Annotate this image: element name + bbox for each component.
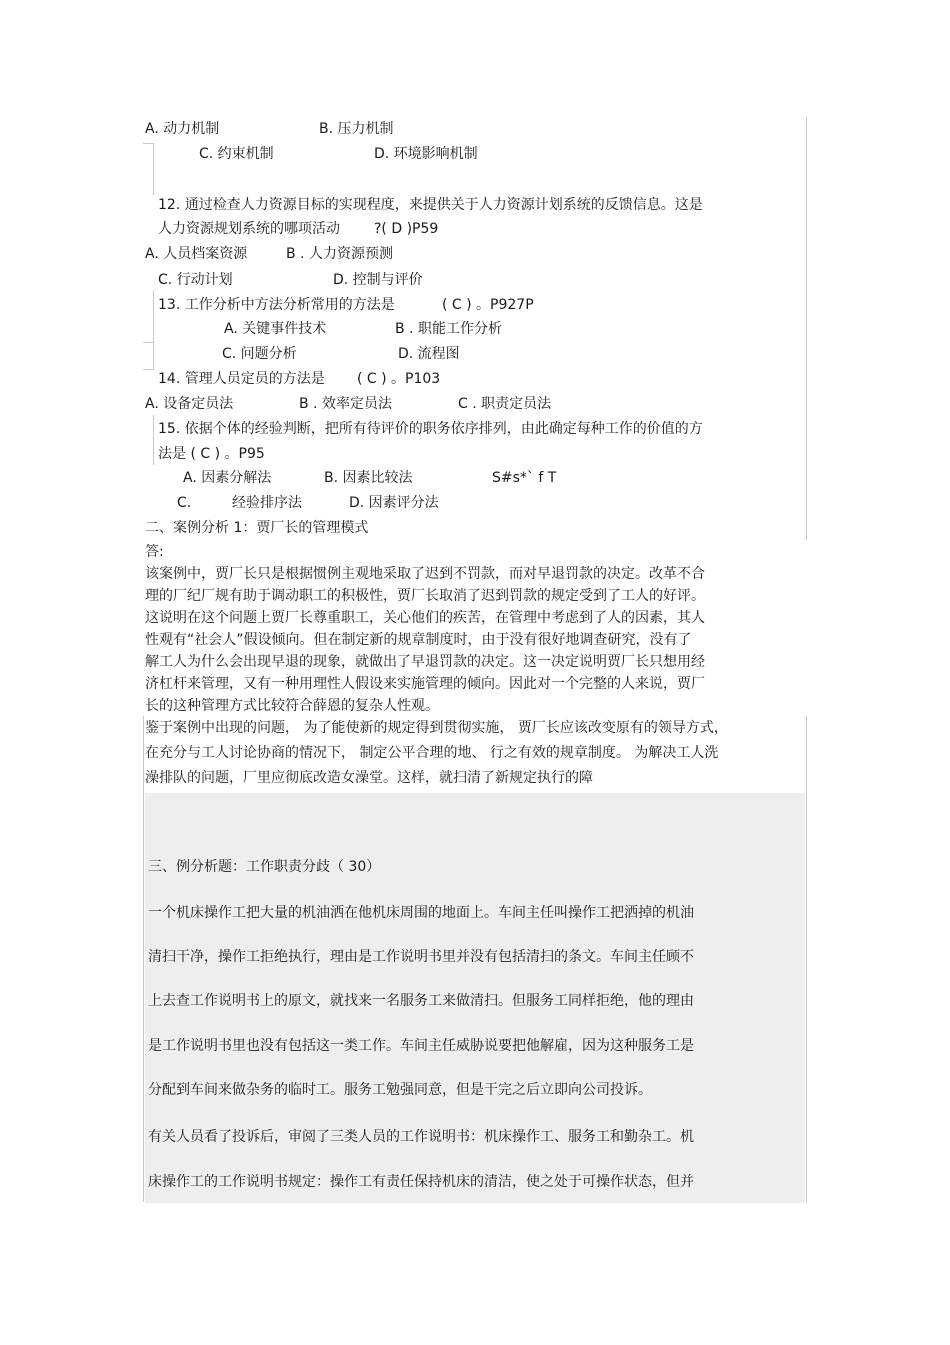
q12-option-b: B . 人力资源预测 bbox=[286, 246, 393, 262]
q13-answer: ( C ) 。P927P bbox=[442, 297, 534, 313]
case2-line4: 是工作说明书里也没有包括这一类工作。车间主任威胁说要把他解雇，因为这种服务工是 bbox=[148, 1038, 694, 1054]
q11-option-b: B. 压力机制 bbox=[319, 121, 394, 137]
case1-heading: 二、案例分析 1：贾厂长的管理模式 bbox=[145, 520, 369, 536]
case1-para2-line1: 鉴于案例中出现的问题， 为了能使新的规定得到贯彻实施， 贾厂长应该改变原有的领导方式， bbox=[145, 720, 728, 736]
case2-heading: 三、例分析题：工作职责分歧（ 30） bbox=[148, 859, 381, 875]
case1-para1-line4: 性观有“社会人”假设倾向。但在制定新的规章制度时，由于没有很好地调查研究，没有了 bbox=[145, 632, 692, 648]
q12-option-d: D. 控制与评价 bbox=[333, 272, 423, 288]
q13-option-b: B . 职能工作分析 bbox=[395, 321, 502, 337]
case2-line7: 床操作工的工作说明书规定：操作工有责任保持机床的清洁，使之处于可操作状态，但并 bbox=[148, 1174, 694, 1190]
left-border-line-3 bbox=[153, 342, 154, 369]
case1-para1-line7: 长的这种管理方式比较符合薛恩的复杂人性观。 bbox=[145, 698, 439, 714]
q12-option-a: A. 人员档案资源 bbox=[145, 246, 248, 262]
q15-option-b: B. 因素比较法 bbox=[324, 470, 413, 486]
q12-stem-line2: 人力资源规划系统的哪项活动 bbox=[158, 221, 340, 237]
q15-stem-line2: 法是 ( C ) 。P95 bbox=[158, 446, 265, 462]
left-border-line-5 bbox=[143, 716, 144, 1202]
q12-answer: ?( D )P59 bbox=[374, 221, 439, 237]
case1-para1-line6: 济杠杆来管理，又有一种用理性人假设来实施管理的倾向。因此对一个完整的人来说，贾厂 bbox=[145, 676, 705, 692]
q11-option-a: A. 动力机制 bbox=[145, 121, 220, 137]
case2-line3: 上去查工作说明书上的原文，就找来一名服务工来做清扫。但服务工同样拒绝，他的理由 bbox=[148, 993, 694, 1009]
case1-para2-line3: 澡排队的问题，厂里应彻底改造女澡堂。这样，就扫清了新规定执行的障 bbox=[145, 770, 593, 786]
right-border-line bbox=[806, 118, 807, 540]
q15-stem-line1: 15. 依据个体的经验判断，把所有待评价的职务依序排列，由此确定每种工作的价值的方 bbox=[158, 421, 703, 437]
case2-line2: 清扫干净，操作工拒绝执行，理由是工作说明书里并没有包括清扫的条文。车间主任顾不 bbox=[148, 949, 694, 965]
q15-option-d: D. 因素评分法 bbox=[349, 495, 439, 511]
q14-stem: 14. 管理人员定员的方法是 bbox=[158, 371, 325, 387]
right-border-line-lower bbox=[806, 716, 807, 1202]
left-tick-line-3 bbox=[143, 369, 154, 370]
q13-option-d: D. 流程图 bbox=[398, 346, 460, 362]
q15-option-a: A. 因素分解法 bbox=[183, 470, 272, 486]
case1-para2-line2: 在充分与工人讨论协商的情况下， 制定公平合理的地、 行之有效的规章制度。 为解决工人洗 bbox=[145, 745, 719, 761]
case2-line6: 有关人员看了投诉后，审阅了三类人员的工作说明书：机床操作工、服务工和勤杂工。机 bbox=[148, 1129, 694, 1145]
q12-stem-line1: 12. 通过检查人力资源目标的实现程度，来提供关于人力资源计划系统的反馈信息。这是 bbox=[158, 197, 703, 213]
q13-option-a: A. 关键事件技术 bbox=[224, 321, 327, 337]
case1-para1-line2: 理的厂纪厂规有助于调动职工的积极性，贾厂长取消了迟到罚款的规定受到了工人的好评。 bbox=[145, 588, 705, 604]
case1-para1-line1: 该案例中，贾厂长只是根据惯例主观地采取了迟到不罚款，而对早退罚款的决定。改革不合 bbox=[145, 566, 705, 582]
q14-option-c: C . 职责定员法 bbox=[458, 396, 552, 412]
q12-option-c: C. 行动计划 bbox=[158, 272, 233, 288]
q13-stem: 13. 工作分析中方法分析常用的方法是 bbox=[158, 297, 395, 313]
case2-line5: 分配到车间来做杂务的临时工。服务工勉强同意，但是干完之后立即向公司投诉。 bbox=[148, 1082, 652, 1098]
left-tick-line-2 bbox=[143, 342, 154, 343]
left-tick-line bbox=[143, 143, 154, 144]
q11-option-d: D. 环境影响机制 bbox=[374, 146, 478, 162]
left-border-line bbox=[153, 143, 154, 195]
q15-noise-text: S#s*` f T bbox=[492, 470, 557, 486]
q15-option-c: C. bbox=[177, 495, 192, 511]
q14-answer: ( C ) 。P103 bbox=[357, 371, 441, 387]
case2-line1: 一个机床操作工把大量的机油洒在他机床周围的地面上。车间主任叫操作工把洒掉的机油 bbox=[148, 905, 694, 921]
q11-option-c: C. 约束机制 bbox=[199, 146, 274, 162]
q14-option-b: B . 效率定员法 bbox=[299, 396, 392, 412]
q14-option-a: A. 设备定员法 bbox=[145, 396, 234, 412]
left-border-line-2 bbox=[153, 290, 154, 342]
q13-option-c: C. 问题分析 bbox=[222, 346, 297, 362]
q15-option-c-text: 经验排序法 bbox=[232, 495, 302, 511]
case1-answer-label: 答: bbox=[145, 544, 164, 560]
left-border-line-4 bbox=[153, 415, 154, 465]
case1-para1-line5: 解工人为什么会出现早退的现象，就做出了早退罚款的决定。这一决定说明贾厂长只想用经 bbox=[145, 654, 705, 670]
case1-para1-line3: 这说明在这个问题上贾厂长尊重职工，关心他们的疾苦，在管理中考虑到了人的因素，其人 bbox=[145, 610, 705, 626]
